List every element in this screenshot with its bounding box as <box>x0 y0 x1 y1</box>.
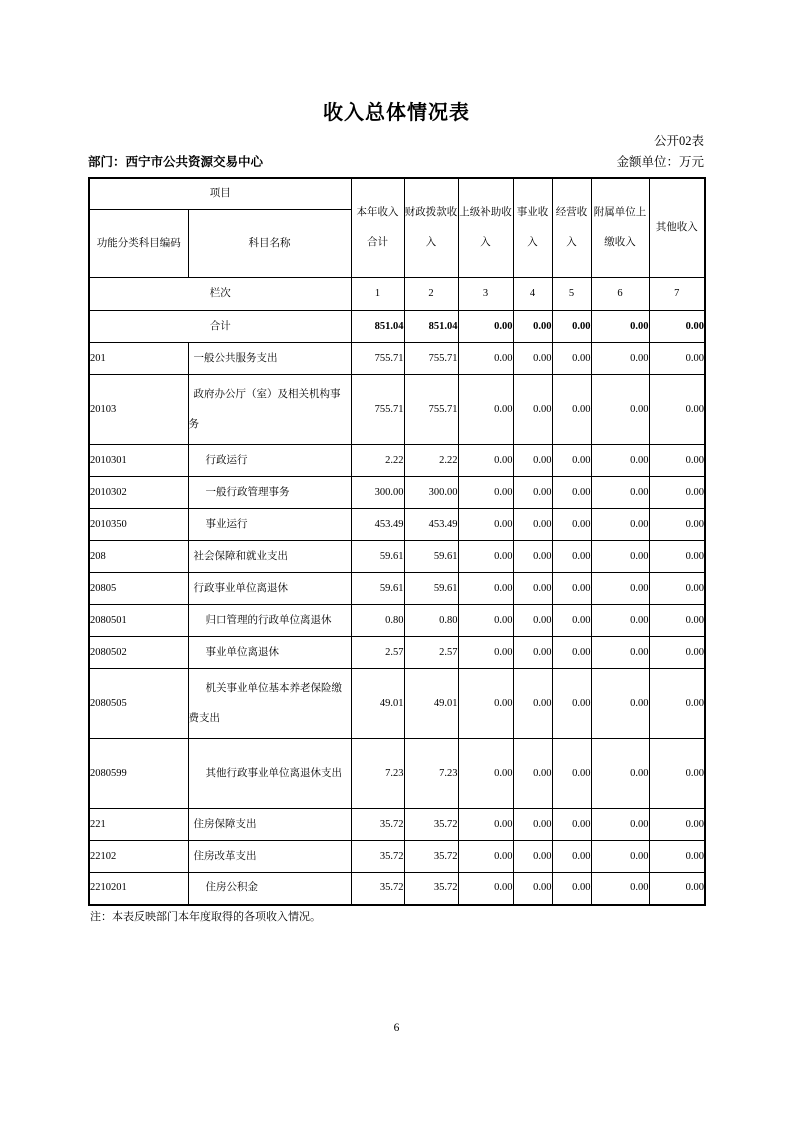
value-cell: 2.57 <box>404 637 458 669</box>
value-cell: 0.00 <box>591 739 649 809</box>
value-cell: 2.57 <box>351 637 404 669</box>
value-cell: 0.00 <box>591 375 649 445</box>
code-cell: 221 <box>89 809 188 841</box>
value-cell: 0.00 <box>513 669 552 739</box>
value-cell: 0.00 <box>591 509 649 541</box>
total-value-1: 851.04 <box>351 311 404 343</box>
name-cell: 政府办公厅（室）及相关机构事务 <box>188 375 351 445</box>
header-col-fiscal-appropriation: 财政拨款收入 <box>404 178 458 278</box>
name-cell: 一般公共服务支出 <box>188 343 351 375</box>
code-cell: 2080599 <box>89 739 188 809</box>
column-index-2: 2 <box>404 278 458 311</box>
unit-label: 金额单位：万元 <box>616 155 704 169</box>
value-cell: 0.00 <box>513 343 552 375</box>
value-cell: 0.00 <box>513 509 552 541</box>
value-cell: 755.71 <box>404 343 458 375</box>
name-cell: 事业运行 <box>188 509 351 541</box>
name-cell: 事业单位离退休 <box>188 637 351 669</box>
total-value-2: 851.04 <box>404 311 458 343</box>
value-cell: 0.00 <box>458 343 513 375</box>
table-row <box>89 605 705 637</box>
value-cell: 0.00 <box>552 541 591 573</box>
value-cell: 0.00 <box>552 477 591 509</box>
total-row <box>89 311 705 343</box>
value-cell: 0.00 <box>552 739 591 809</box>
value-cell: 0.00 <box>458 739 513 809</box>
value-cell: 0.00 <box>552 637 591 669</box>
value-cell: 49.01 <box>404 669 458 739</box>
value-cell: 0.00 <box>458 873 513 905</box>
name-cell: 行政运行 <box>188 445 351 477</box>
value-cell: 0.00 <box>649 343 705 375</box>
code-cell: 2080502 <box>89 637 188 669</box>
value-cell: 0.00 <box>458 637 513 669</box>
value-cell: 35.72 <box>404 841 458 873</box>
value-cell: 0.00 <box>649 637 705 669</box>
table-row <box>89 375 705 445</box>
table-body <box>89 343 705 905</box>
table-row <box>89 573 705 605</box>
value-cell: 59.61 <box>351 541 404 573</box>
column-index-label: 栏次 <box>89 278 351 311</box>
value-cell: 35.72 <box>404 809 458 841</box>
value-cell: 59.61 <box>404 541 458 573</box>
value-cell: 0.00 <box>458 541 513 573</box>
value-cell: 0.00 <box>458 573 513 605</box>
value-cell: 0.00 <box>591 637 649 669</box>
header-subject: 科目名称 <box>188 210 351 278</box>
value-cell: 0.00 <box>649 541 705 573</box>
code-cell: 2010302 <box>89 477 188 509</box>
value-cell: 0.00 <box>591 541 649 573</box>
value-cell: 0.00 <box>458 375 513 445</box>
value-cell: 59.61 <box>404 573 458 605</box>
value-cell: 0.00 <box>649 509 705 541</box>
value-cell: 0.00 <box>513 477 552 509</box>
value-cell: 0.00 <box>649 809 705 841</box>
value-cell: 0.00 <box>591 477 649 509</box>
code-cell: 20103 <box>89 375 188 445</box>
code-cell: 2010350 <box>89 509 188 541</box>
value-cell: 0.00 <box>513 573 552 605</box>
value-cell: 453.49 <box>404 509 458 541</box>
value-cell: 0.00 <box>591 343 649 375</box>
code-cell: 2210201 <box>89 873 188 905</box>
value-cell: 35.72 <box>351 873 404 905</box>
column-index-3: 3 <box>458 278 513 311</box>
code-cell: 201 <box>89 343 188 375</box>
value-cell: 0.00 <box>458 669 513 739</box>
header-col-operational-income: 事业收入 <box>513 178 552 278</box>
table-row <box>89 541 705 573</box>
value-cell: 0.00 <box>649 573 705 605</box>
total-value-6: 0.00 <box>591 311 649 343</box>
value-cell: 0.00 <box>649 841 705 873</box>
value-cell: 0.00 <box>458 809 513 841</box>
column-index-5: 5 <box>552 278 591 311</box>
value-cell: 0.00 <box>552 873 591 905</box>
value-cell: 0.00 <box>552 669 591 739</box>
value-cell: 0.00 <box>458 841 513 873</box>
total-value-7: 0.00 <box>649 311 705 343</box>
value-cell: 2.22 <box>351 445 404 477</box>
column-index-4: 4 <box>513 278 552 311</box>
value-cell: 0.00 <box>591 605 649 637</box>
total-value-5: 0.00 <box>552 311 591 343</box>
value-cell: 0.00 <box>649 873 705 905</box>
value-cell: 0.00 <box>458 605 513 637</box>
value-cell: 0.00 <box>649 477 705 509</box>
total-value-3: 0.00 <box>458 311 513 343</box>
table-row <box>89 669 705 739</box>
value-cell: 0.00 <box>649 375 705 445</box>
header-col-other-income: 其他收入 <box>649 178 705 278</box>
header-col-subsidiary-remittance: 附属单位上缴收入 <box>591 178 649 278</box>
name-cell: 行政事业单位离退休 <box>188 573 351 605</box>
value-cell: 0.00 <box>591 873 649 905</box>
name-cell: 一般行政管理事务 <box>188 477 351 509</box>
total-value-4: 0.00 <box>513 311 552 343</box>
name-cell: 社会保障和就业支出 <box>188 541 351 573</box>
value-cell: 0.00 <box>591 573 649 605</box>
value-cell: 755.71 <box>351 343 404 375</box>
value-cell: 0.00 <box>552 573 591 605</box>
value-cell: 300.00 <box>351 477 404 509</box>
name-cell: 住房公积金 <box>188 873 351 905</box>
code-cell: 208 <box>89 541 188 573</box>
table-row <box>89 445 705 477</box>
value-cell: 0.00 <box>513 873 552 905</box>
header-row-project <box>89 178 705 210</box>
value-cell: 0.00 <box>591 669 649 739</box>
code-cell: 2010301 <box>89 445 188 477</box>
value-cell: 0.00 <box>458 445 513 477</box>
column-index-7: 7 <box>649 278 705 311</box>
value-cell: 35.72 <box>351 841 404 873</box>
value-cell: 7.23 <box>351 739 404 809</box>
table-row <box>89 841 705 873</box>
value-cell: 0.00 <box>552 375 591 445</box>
value-cell: 0.00 <box>649 669 705 739</box>
value-cell: 0.00 <box>513 739 552 809</box>
name-cell: 住房保障支出 <box>188 809 351 841</box>
name-cell: 归口管理的行政单位离退休 <box>188 605 351 637</box>
value-cell: 59.61 <box>351 573 404 605</box>
value-cell: 0.00 <box>591 841 649 873</box>
value-cell: 0.00 <box>513 841 552 873</box>
value-cell: 0.00 <box>513 445 552 477</box>
value-cell: 7.23 <box>404 739 458 809</box>
column-index-row <box>89 278 705 311</box>
total-label: 合计 <box>89 311 351 343</box>
column-index-6: 6 <box>591 278 649 311</box>
table-row <box>89 343 705 375</box>
value-cell: 755.71 <box>404 375 458 445</box>
value-cell: 2.22 <box>404 445 458 477</box>
value-cell: 0.00 <box>458 509 513 541</box>
value-cell: 0.00 <box>552 509 591 541</box>
value-cell: 0.00 <box>552 809 591 841</box>
value-cell: 0.00 <box>552 841 591 873</box>
value-cell: 0.00 <box>458 477 513 509</box>
header-col-current-year-total: 本年收入合计 <box>351 178 404 278</box>
header-code: 功能分类科目编码 <box>89 210 188 278</box>
name-cell: 住房改革支出 <box>188 841 351 873</box>
value-cell: 0.00 <box>552 343 591 375</box>
value-cell: 0.00 <box>591 445 649 477</box>
income-table <box>88 177 706 906</box>
value-cell: 35.72 <box>351 809 404 841</box>
value-cell: 453.49 <box>351 509 404 541</box>
value-cell: 0.00 <box>649 445 705 477</box>
value-cell: 0.00 <box>591 809 649 841</box>
table-row <box>89 739 705 809</box>
department-label: 部门：西宁市公共资源交易中心 <box>88 155 264 169</box>
value-cell: 0.80 <box>351 605 404 637</box>
value-cell: 0.00 <box>513 809 552 841</box>
header-col-business-income: 经营收入 <box>552 178 591 278</box>
table-row <box>89 477 705 509</box>
code-cell: 20805 <box>89 573 188 605</box>
value-cell: 0.00 <box>513 541 552 573</box>
header-col-superior-subsidy: 上级补助收入 <box>458 178 513 278</box>
value-cell: 0.00 <box>513 637 552 669</box>
value-cell: 300.00 <box>404 477 458 509</box>
code-cell: 2080505 <box>89 669 188 739</box>
value-cell: 0.80 <box>404 605 458 637</box>
header-project: 项目 <box>89 178 351 210</box>
value-cell: 0.00 <box>649 739 705 809</box>
value-cell: 49.01 <box>351 669 404 739</box>
value-cell: 0.00 <box>513 605 552 637</box>
table-row <box>89 873 705 905</box>
table-row <box>89 637 705 669</box>
table-number: 公开02表 <box>653 134 704 148</box>
table-row <box>89 509 705 541</box>
value-cell: 755.71 <box>351 375 404 445</box>
table-note: 注：本表反映部门本年度取得的各项收入情况。 <box>90 911 321 923</box>
page-title: 收入总体情况表 <box>323 102 470 124</box>
value-cell: 0.00 <box>513 375 552 445</box>
column-index-1: 1 <box>351 278 404 311</box>
table-row <box>89 809 705 841</box>
value-cell: 0.00 <box>552 445 591 477</box>
name-cell: 其他行政事业单位离退休支出 <box>188 739 351 809</box>
code-cell: 2080501 <box>89 605 188 637</box>
code-cell: 22102 <box>89 841 188 873</box>
table-meta <box>88 152 704 170</box>
value-cell: 0.00 <box>552 605 591 637</box>
name-cell: 机关事业单位基本养老保险缴费支出 <box>188 669 351 739</box>
value-cell: 35.72 <box>404 873 458 905</box>
value-cell: 0.00 <box>649 605 705 637</box>
page-number: 6 <box>393 1022 400 1034</box>
